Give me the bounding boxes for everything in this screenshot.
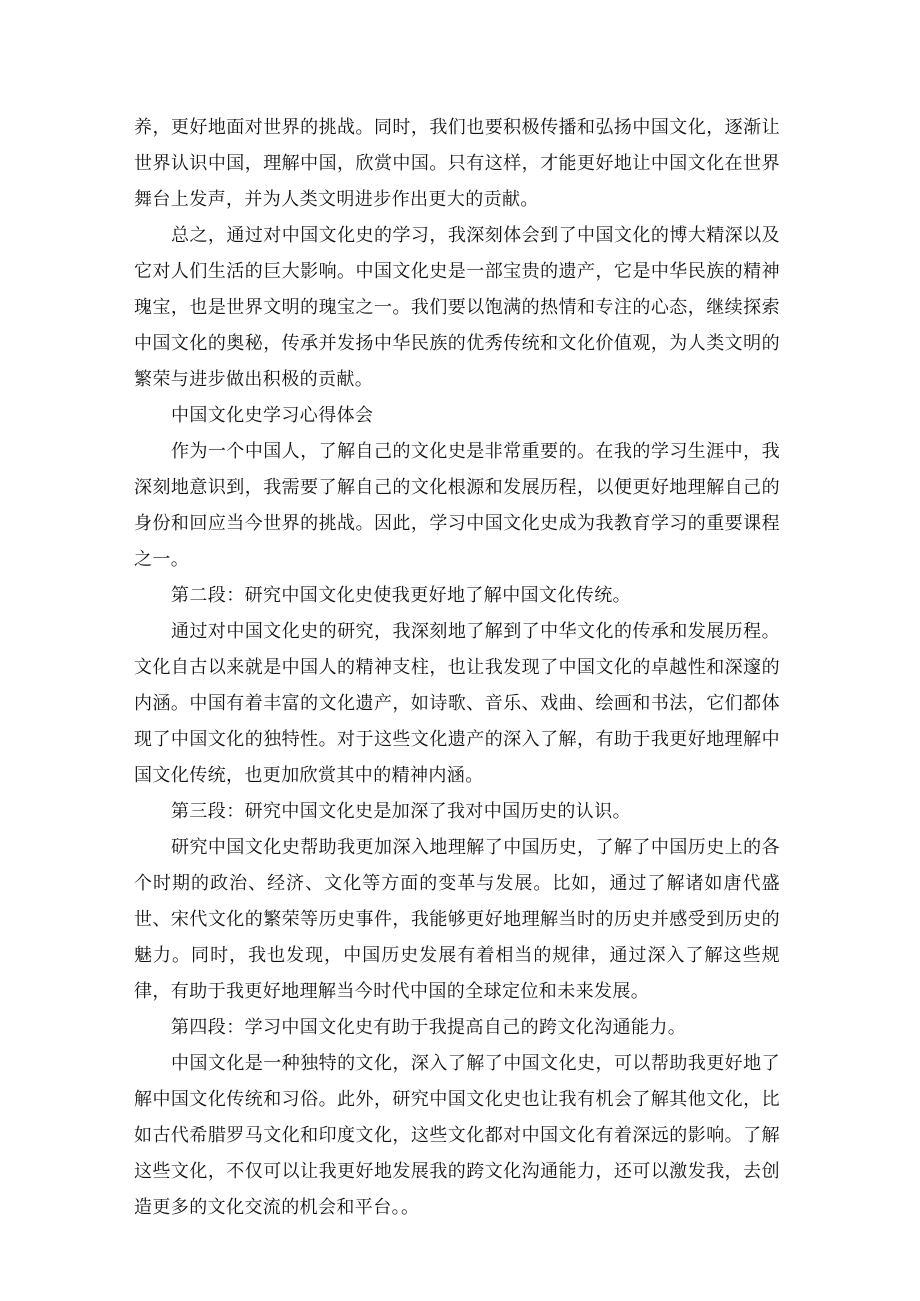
heading-section-3: 第三段：研究中国文化史是加深了我对中国历史的认识。 bbox=[171, 801, 631, 822]
paragraph-continued: 养，更好地面对世界的挑战。同时，我们也要积极传播和弘扬中国文化，逐渐让世界认识中国，理解中国，欣赏中国。只有这样，才能更好地让中国文化在世界舞台上发声，并为人类文明进步作出更大的贡献。 bbox=[134, 117, 780, 210]
paragraph-section-2: 通过对中国文化史的研究，我深刻地了解到了中华文化的传承和发展历程。文化自古以来就是中国人的精神支柱，也让我发现了中国文化的卓越性和深邃的内涵。中国有着丰富的文化遗产，如诗歌、音乐、戏曲、绘画和书法，它们都体现了中国文化的独特性。对于这些文化遗产的深入了解，有助于我更好地理解中国文化传统，也更加欣赏其中的精神内涵。 bbox=[134, 621, 780, 786]
document-body bbox=[134, 110, 780, 1226]
paragraph-summary: 总之，通过对中国文化史的学习，我深刻体会到了中国文化的博大精深以及它对人们生活的巨大影响。中国文化史是一部宝贵的遗产，它是中华民族的精神瑰宝，也是世界文明的瑰宝之一。我们要以饱满的热情和专注的心态，继续探索中国文化的奥秘，传承并发扬中华民族的优秀传统和文化价值观，为人类文明的繁荣与进步做出积极的贡献。 bbox=[134, 225, 780, 390]
paragraph-section-3: 研究中国文化史帮助我更加深入地理解了中国历史，了解了中国历史上的各个时期的政治、经济、文化等方面的变革与发展。比如，通过了解诸如唐代盛世、宋代文化的繁荣等历史事件，我能够更好地理解当时的历史并感受到历史的魅力。同时，我也发现，中国历史发展有着相当的规律，通过深入了解这些规律，有助于我更好地理解当今时代中国的全球定位和未来发展。 bbox=[134, 837, 780, 1002]
heading-section-4: 第四段：学习中国文化史有助于我提高自己的跨文化沟通能力。 bbox=[171, 1017, 687, 1038]
section-title: 中国文化史学习心得体会 bbox=[171, 405, 374, 426]
paragraph-section-4: 中国文化是一种独特的文化，深入了解了中国文化史，可以帮助我更好地了解中国文化传统和习俗。此外，研究中国文化史也让我有机会了解其他文化，比如古代希腊罗马文化和印度文化，这些文化都对中国文化有着深远的影响。了解这些文化，不仅可以让我更好地发展我的跨文化沟通能力，还可以激发我，去创造更多的文化交流的机会和平台。。 bbox=[134, 1053, 780, 1218]
paragraph-intro: 作为一个中国人，了解自己的文化史是非常重要的。在我的学习生涯中，我深刻地意识到，我需要了解自己的文化根源和发展历程，以便更好地理解自己的身份和回应当今世界的挑战。因此，学习中国文化史成为我教育学习的重要课程之一。 bbox=[134, 441, 780, 570]
heading-section-2: 第二段：研究中国文化史使我更好地了解中国文化传统。 bbox=[171, 585, 631, 606]
